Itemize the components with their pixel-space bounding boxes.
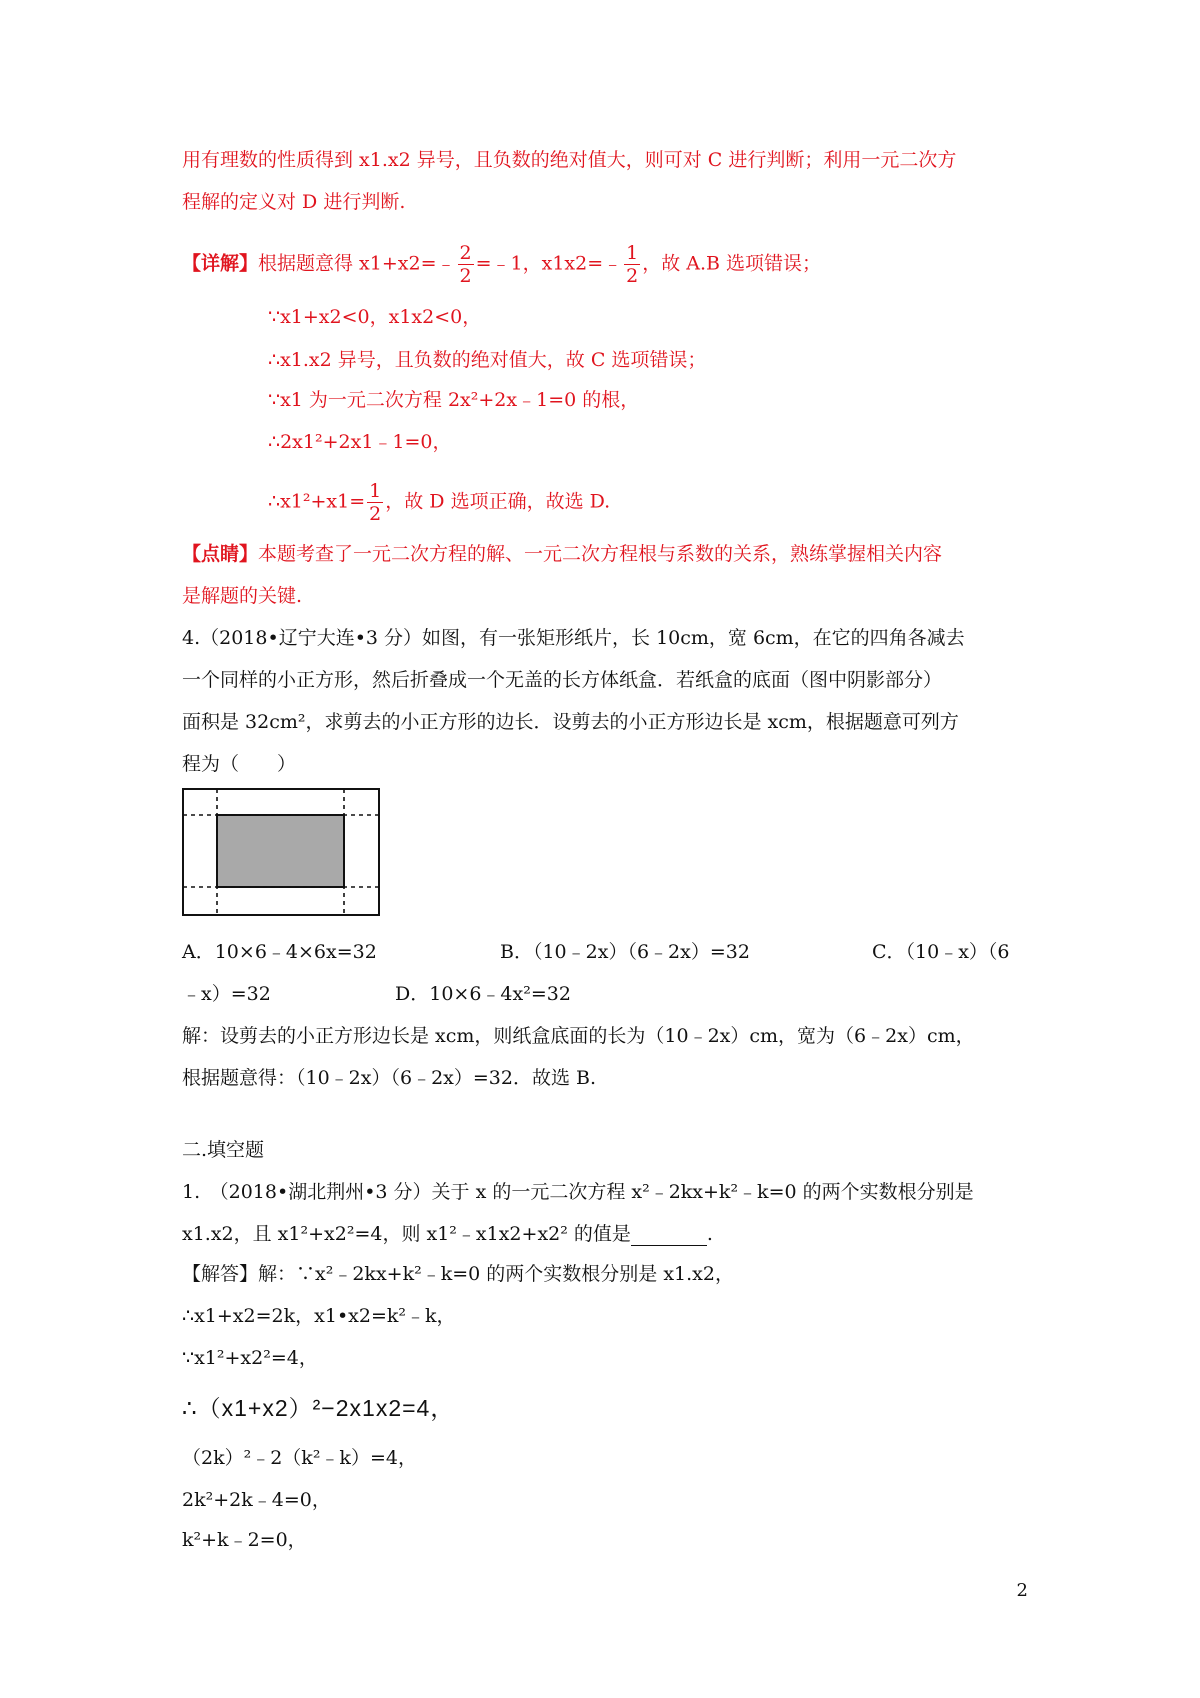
detail-step-1: ∵x1+x2<0，x1x2<0， <box>268 306 482 328</box>
answer-line-3: ∵x1²+x2²=4， <box>182 1347 318 1369</box>
detail-text-a: 根据题意得 x1+x2=﹣ <box>258 252 456 275</box>
detail-step-2: ∴x1.x2 异号，且负数的绝对值大，故 C 选项错误； <box>268 349 707 371</box>
answer-line-1 <box>182 1262 734 1286</box>
q4-solution-2: 根据题意得：（10﹣2x）（6﹣2x）=32．故选 B. <box>182 1067 597 1089</box>
answer-text-1: 解：∵x²﹣2kx+k²﹣k=0 的两个实数根分别是 x1.x2， <box>258 1263 734 1285</box>
detail-step-5-b: ，故 D 选项正确，故选 D. <box>385 490 611 513</box>
q4-line-3: 面积是 32cm²，求剪去的小正方形的边长．设剪去的小正方形边长是 xcm，根据题意可列方 <box>182 711 959 733</box>
comment-line-2: 是解题的关键. <box>182 585 303 607</box>
q4-solution-1: 解：设剪去的小正方形边长是 xcm，则纸盒底面的长为（10﹣2x）cm，宽为（6﹣2x）cm， <box>182 1025 975 1047</box>
section-heading: 二.填空题 <box>182 1139 265 1161</box>
q4-line-2: 一个同样的小正方形，然后折叠成一个无盖的长方体纸盒．若纸盒的底面（图中阴影部分） <box>182 669 943 691</box>
detail-text-c: ，故 A.B 选项错误； <box>642 252 822 275</box>
option-c-part-1: C．（10﹣x）（6 <box>872 941 1010 963</box>
q4-line-4: 程为（ ） <box>182 753 297 775</box>
fraction-neg-2-over-2: $\frac{2}{2}$ <box>459 242 472 287</box>
detail-step-5-a: ∴x1²+x1= <box>268 490 366 513</box>
answer-line-2: ∴x1+x2=2k，x1•x2=k²﹣k， <box>182 1305 456 1327</box>
page-number: 2 <box>1016 1580 1028 1601</box>
q4-line-1: 4.（2018•辽宁大连•3 分）如图，有一张矩形纸片，长 10cm，宽 6cm，在它的四角各减去 <box>182 627 965 649</box>
answer-line-7: k²+k﹣2=0， <box>182 1529 307 1551</box>
detail-line <box>182 242 821 287</box>
detail-text-b: =﹣1，x1x2=﹣ <box>475 252 623 275</box>
option-c-part-2: ﹣x）=32 <box>182 983 271 1005</box>
comment-line-1 <box>182 542 942 566</box>
detail-step-4: ∴2x1²+2x1﹣1=0， <box>268 431 452 453</box>
explanation-line-2: 程解的定义对 D 进行判断. <box>182 191 406 213</box>
shaded-base <box>217 815 344 887</box>
fraction-1-over-2: $\frac{1}{2}$ <box>626 242 639 287</box>
detail-tag: 【详解】 <box>182 252 259 275</box>
explanation-line-1: 用有理数的性质得到 x1.x2 异号，且负数的绝对值大，则可对 C 进行判断；利用一元二次方 <box>182 149 957 171</box>
answer-line-5: （2k）²﹣2（k²﹣k）=4， <box>182 1447 417 1469</box>
option-d: D．10×6﹣4x²=32 <box>395 983 571 1005</box>
fill-q1-text: x1.x2，且 x1²+x2²=4，则 x1²﹣x1x2+x2² 的值是 <box>182 1223 631 1245</box>
answer-line-6: 2k²+2k﹣4=0， <box>182 1489 331 1511</box>
comment-text: 本题考查了一元二次方程的解、一元二次方程根与系数的关系，熟练掌握相关内容 <box>258 543 943 565</box>
comment-tag: 【点睛】 <box>182 543 259 565</box>
answer-line-4: ∴（x1+x2）²−2x1x2=4， <box>182 1395 455 1421</box>
fraction-1-over-2-b: $\frac{1}{2}$ <box>369 480 382 525</box>
option-b: B．（10﹣2x）（6﹣2x）=32 <box>500 941 750 963</box>
answer-blank[interactable] <box>631 1225 707 1246</box>
cut-corner-paper-figure <box>182 788 382 918</box>
detail-step-3: ∵x1 为一元二次方程 2x²+2x﹣1=0 的根， <box>268 389 640 411</box>
detail-step-5 <box>268 480 610 525</box>
fill-q1-period: . <box>706 1223 713 1245</box>
fill-q1-line-2 <box>182 1222 713 1246</box>
answer-tag: 【解答】 <box>182 1263 259 1285</box>
fill-q1-line-1: 1. （2018•湖北荆州•3 分）关于 x 的一元二次方程 x²﹣2kx+k²﹣k=0 的两个实数根分别是 <box>182 1181 974 1203</box>
option-a: A．10×6﹣4×6x=32 <box>182 941 377 963</box>
